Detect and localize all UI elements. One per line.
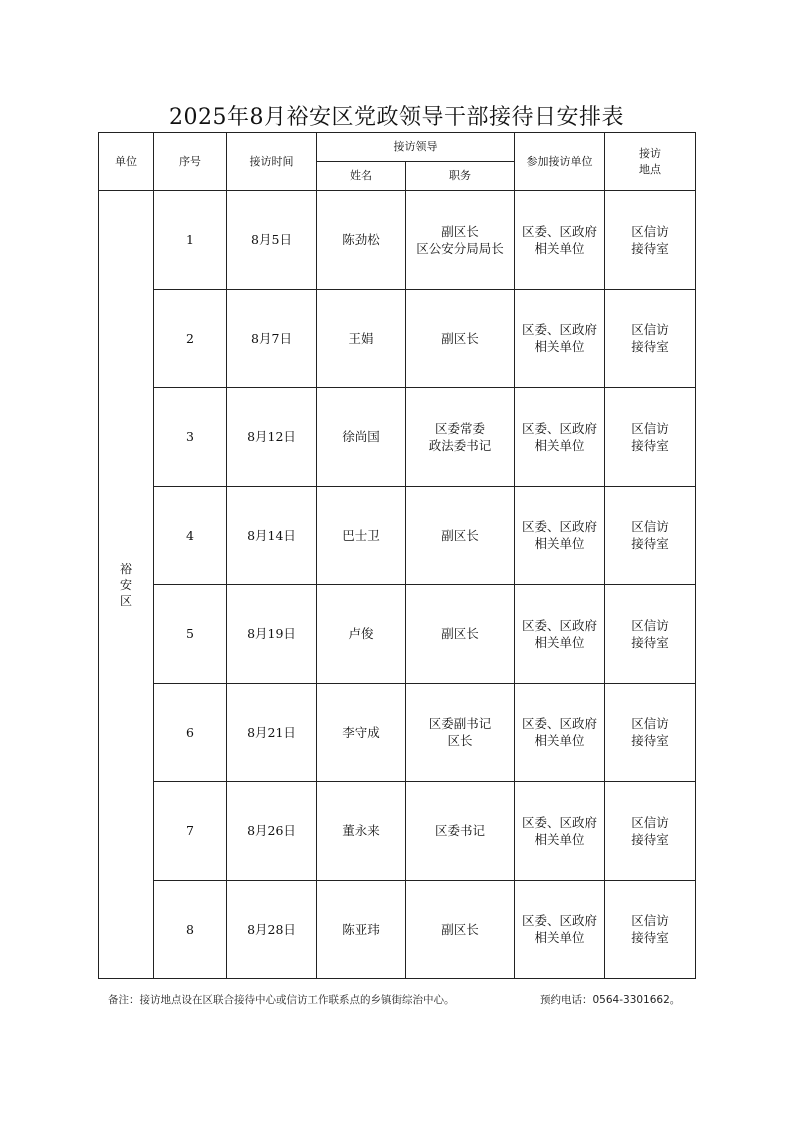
table-row [99, 683, 696, 782]
location-cell-line: 接待室 [631, 634, 669, 650]
location-cell-line: 接待室 [631, 240, 669, 256]
participants-cell [515, 289, 605, 388]
participants-cell-line: 区委、区政府 [521, 322, 597, 338]
seq-cell: 6 [154, 683, 227, 782]
name-cell: 李守成 [317, 683, 406, 782]
location-cell-line: 区信访 [631, 913, 669, 929]
participants-cell-line: 相关单位 [534, 831, 585, 847]
position-cell [406, 880, 515, 979]
participants-cell [515, 683, 605, 782]
header-participants: 参加接访单位 [515, 133, 605, 191]
date-cell: 8月5日 [227, 191, 317, 290]
participants-cell-line: 相关单位 [534, 733, 585, 749]
location-cell-line: 接待室 [631, 831, 669, 847]
seq-cell: 1 [154, 191, 227, 290]
position-cell [406, 191, 515, 290]
position-cell-line: 副区长 [441, 223, 479, 239]
participants-cell-line: 区委、区政府 [521, 420, 597, 436]
location-cell-line: 接待室 [631, 930, 669, 946]
location-cell [605, 683, 696, 782]
header-location-line1: 接访 [639, 146, 661, 160]
position-cell [406, 289, 515, 388]
participants-cell [515, 585, 605, 684]
table-row [99, 388, 696, 487]
location-cell [605, 585, 696, 684]
unit-char: 裕 [119, 561, 132, 576]
location-cell-line: 区信访 [631, 617, 669, 633]
table-row [99, 486, 696, 585]
seq-cell: 5 [154, 585, 227, 684]
position-cell-line: 副区长 [441, 921, 479, 937]
date-cell: 8月28日 [227, 880, 317, 979]
date-cell: 8月12日 [227, 388, 317, 487]
name-cell: 董永来 [317, 782, 406, 881]
header-name: 姓名 [317, 162, 406, 191]
participants-cell [515, 388, 605, 487]
participants-cell-line: 相关单位 [534, 437, 585, 453]
position-cell [406, 683, 515, 782]
position-cell [406, 585, 515, 684]
unit-char: 区 [119, 593, 132, 608]
name-cell: 徐尚国 [317, 388, 406, 487]
location-cell-line: 接待室 [631, 437, 669, 453]
position-cell-line: 副区长 [441, 626, 479, 642]
position-cell [406, 388, 515, 487]
location-cell [605, 486, 696, 585]
table-row [99, 782, 696, 881]
unit-cell [99, 191, 154, 979]
name-cell: 陈亚玮 [317, 880, 406, 979]
location-cell [605, 388, 696, 487]
header-leader-group: 接访领导 [317, 133, 515, 162]
name-cell: 王娟 [317, 289, 406, 388]
participants-cell-line: 相关单位 [534, 240, 585, 256]
name-cell: 卢俊 [317, 585, 406, 684]
location-cell-line: 区信访 [631, 519, 669, 535]
location-cell-line: 接待室 [631, 536, 669, 552]
seq-cell: 8 [154, 880, 227, 979]
header-time: 接访时间 [227, 133, 317, 191]
seq-cell: 7 [154, 782, 227, 881]
participants-cell [515, 486, 605, 585]
page-title: 2025年8月裕安区党政领导干部接待日安排表 [169, 105, 624, 130]
participants-cell-line: 相关单位 [534, 536, 585, 552]
participants-cell-line: 区委、区政府 [521, 223, 597, 239]
participants-cell-line: 区委、区政府 [521, 913, 597, 929]
position-cell-line: 区长 [447, 733, 473, 749]
date-cell: 8月7日 [227, 289, 317, 388]
participants-cell-line: 相关单位 [534, 930, 585, 946]
participants-cell-line: 区委、区政府 [521, 519, 597, 535]
seq-cell: 3 [154, 388, 227, 487]
participants-cell-line: 相关单位 [534, 339, 585, 355]
table-row [99, 191, 696, 290]
header-seq: 序号 [154, 133, 227, 191]
participants-cell [515, 782, 605, 881]
unit-char: 安 [119, 577, 132, 592]
schedule-table [98, 132, 696, 979]
header-position: 职务 [406, 162, 515, 191]
table-row [99, 289, 696, 388]
seq-cell: 4 [154, 486, 227, 585]
location-cell-line: 接待室 [631, 733, 669, 749]
position-cell-line: 区公安分局局长 [416, 240, 504, 256]
date-cell: 8月26日 [227, 782, 317, 881]
location-cell [605, 289, 696, 388]
location-cell [605, 191, 696, 290]
phone-note: 预约电话：0564-3301662。 [540, 994, 681, 1006]
table-row [99, 880, 696, 979]
location-cell-line: 区信访 [631, 716, 669, 732]
date-cell: 8月21日 [227, 683, 317, 782]
header-unit: 单位 [99, 133, 154, 191]
position-cell-line: 区委常委 [434, 420, 485, 436]
position-cell-line: 副区长 [441, 330, 479, 346]
participants-cell-line: 区委、区政府 [521, 617, 597, 633]
location-cell-line: 接待室 [631, 339, 669, 355]
location-cell-line: 区信访 [631, 814, 669, 830]
location-cell-line: 区信访 [631, 322, 669, 338]
name-cell: 陈劲松 [317, 191, 406, 290]
position-cell-line: 区委副书记 [428, 716, 492, 732]
participants-cell-line: 区委、区政府 [521, 814, 597, 830]
participants-cell-line: 相关单位 [534, 634, 585, 650]
participants-cell-line: 区委、区政府 [521, 716, 597, 732]
position-cell [406, 486, 515, 585]
seq-cell: 2 [154, 289, 227, 388]
location-cell [605, 782, 696, 881]
position-cell [406, 782, 515, 881]
participants-cell [515, 191, 605, 290]
date-cell: 8月19日 [227, 585, 317, 684]
table-row [99, 585, 696, 684]
name-cell: 巴士卫 [317, 486, 406, 585]
position-cell-line: 政法委书记 [428, 437, 492, 453]
table-body [99, 191, 696, 979]
header-location [605, 133, 696, 191]
location-cell-line: 区信访 [631, 223, 669, 239]
position-cell-line: 副区长 [441, 527, 479, 543]
header-location-line2: 地点 [639, 162, 661, 176]
footnote: 备注：接访地点设在区联合接待中心或信访工作联系点的乡镇街综治中心。 [108, 994, 455, 1006]
participants-cell [515, 880, 605, 979]
location-cell [605, 880, 696, 979]
date-cell: 8月14日 [227, 486, 317, 585]
location-cell-line: 区信访 [631, 420, 669, 436]
position-cell-line: 区委书记 [434, 823, 485, 839]
